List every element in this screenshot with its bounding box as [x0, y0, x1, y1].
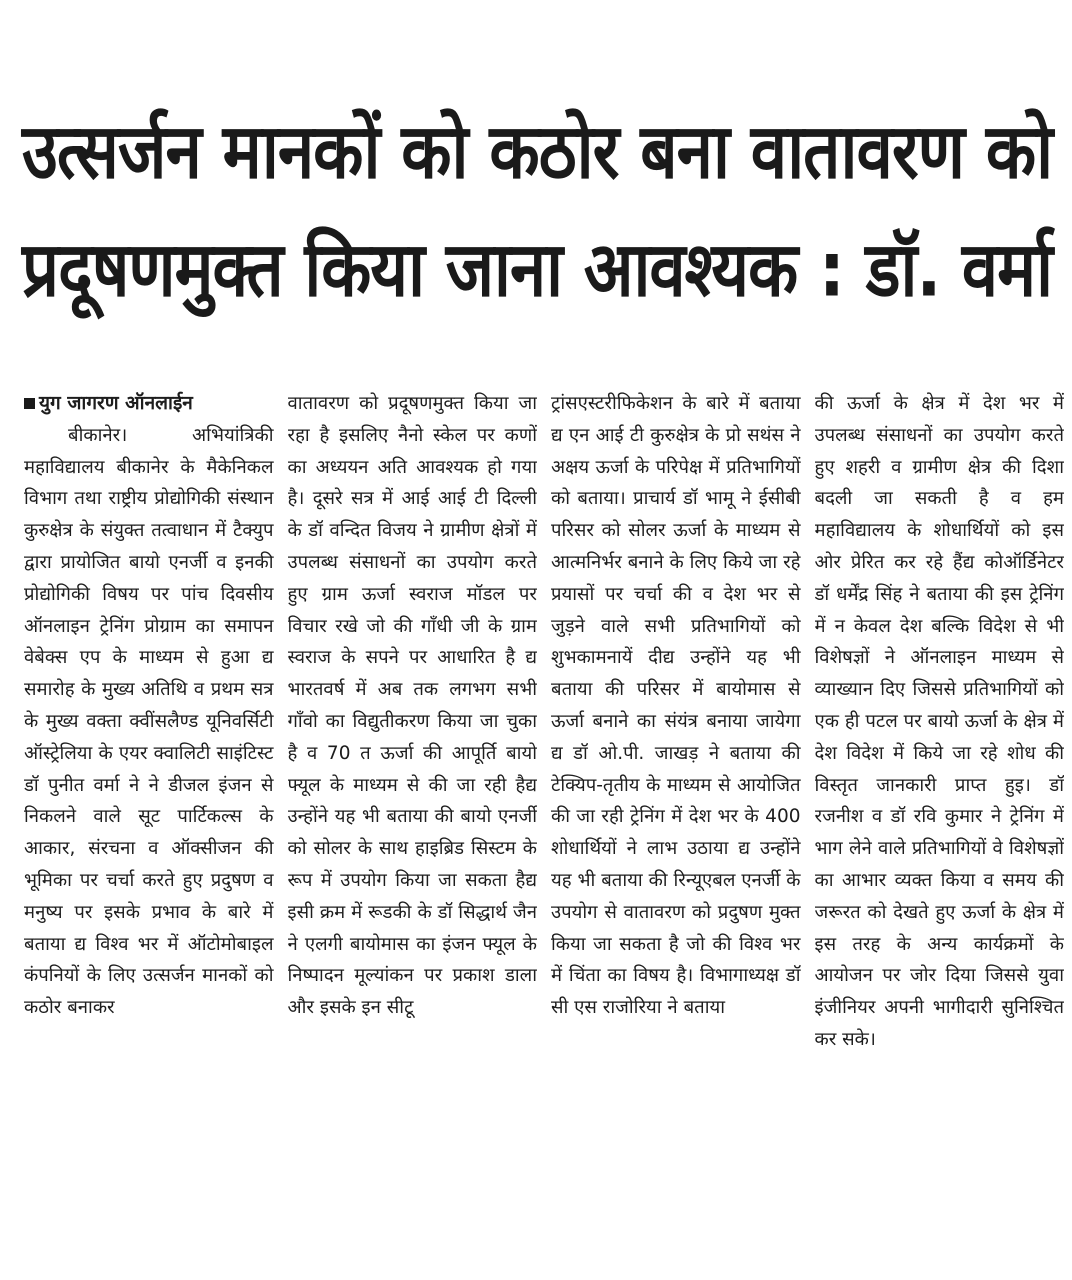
article-column-2	[288, 388, 538, 1148]
dateline: बीकानेर।	[68, 424, 128, 446]
headline	[22, 88, 1052, 318]
headline-line-2: प्रदूषणमुक्त किया जाना आवश्यक : डॉ. वर्मा	[22, 225, 1053, 315]
article-column-4	[815, 388, 1065, 1148]
article-column-1	[24, 388, 274, 1148]
article-column-3	[551, 388, 801, 1148]
article-text-column-1: अभियांत्रिकी महाविद्यालय बीकानेर के मैकेनिकल विभाग तथा राष्ट्रीय प्रोद्योगिकी संस्थान कुरुक्षेत्र के संयुक्त तत्वाधान में टैक्युप द्वारा प्रायोजित बायो एनर्जी व इनकी प्रोद्योगिकी विषय पर पांच दिवसीय ऑनलाइन ट्रेनिंग प्रोग्राम का समापन वेबेक्स एप के माध्यम से हुआ द्य समारोह के मुख्य अतिथि व प्रथम सत्र के मुख्य वक्ता क्वींसलैण्ड यूनिवर्सिटी ऑस्ट्रेलिया के एयर क्वालिटी साइंटिस्ट डॉ पुनीत वर्मा ने ने डीजल इंजन से निकलने वाले सूट पार्टिकल्स के आकार, संरचना व ऑक्सीजन की भूमिका पर चर्चा करते हुए प्रदुषण व मनुष्य पर इसके प्रभाव के बारे में बताया द्य विश्व भर में ऑटोमोबाइल कंपनियों के लिए उत्सर्जन मानकों को कठोर बनाकर	[24, 424, 274, 1019]
byline	[24, 388, 274, 420]
article-text-column-2: वातावरण को प्रदूषणमुक्त किया जा रहा है इसलिए नैनो स्केल पर कणों का अध्ययन अति आवश्यक हो गया है। दूसरे सत्र में आई आई टी दिल्ली के डॉ वन्दित विजय ने ग्रामीण क्षेत्रों में उपलब्ध संसाधनों का उपयोग करते हुए ग्राम ऊर्जा स्वराज मॉडल पर विचार रखे जो की गाँधी जी के ग्राम स्वराज के सपने पर आधारित है द्य भारतवर्ष में अब तक लगभग सभी गाँवो का विद्युतीकरण किया जा चुका है व 70 त ऊर्जा की आपूर्ति बायो फ्यूल के माध्यम से की जा रही हैद्य उन्होंने यह भी बताया की बायो एनर्जी को सोलर के साथ हाइब्रिड सिस्टम के रूप में उपयोग किया जा सकता हैद्य इसी क्रम में रूडकी के डॉ सिद्धार्थ जैन ने एलगी बायोमास का इंजन फ्यूल के निष्पादन मूल्यांकन पर प्रकाश डाला और इसके इन सीटू	[287, 393, 537, 1019]
article-text-column-4: की ऊर्जा के क्षेत्र में देश भर में उपलब्ध संसाधनों का उपयोग करते हुए शहरी व ग्रामीण क्षेत्र की दिशा बदली जा सकती है व हम महाविद्यालय के शोधार्थियों को इस ओर प्रेरित कर रहे हैंद्य कोऑर्डिनेटर डॉ धर्मेंद्र सिंह ने बताया की इस ट्रेनिंग में न केवल देश बल्कि विदेश से भी विशेषज्ञों ने ऑनलाइन माध्यम से व्याख्यान दिए जिससे प्रतिभागियों को एक ही पटल पर बायो ऊर्जा के क्षेत्र में देश विदेश में किये जा रहे शोध की विस्तृत जानकारी प्राप्त हुइ। डॉ रजनीश व डॉ रवि कुमार ने ट्रेनिंग में भाग लेने वाले प्रतिभागियों वे विशेषज्ञों का आभार व्यक्त किया व समय की जरूरत को देखते हुए ऊर्जा के क्षेत्र में इस तरह के अन्य कार्यक्रमों के आयोजन पर जोर दिया जिससे युवा इंजीनियर अपनी भागीदारी सुनिश्चित कर सके।	[814, 393, 1064, 1050]
byline-text: युग जागरण ऑनलाईन	[39, 392, 193, 414]
headline-line-1: उत्सर्जन मानकों को कठोर बना वातावरण को	[22, 107, 1053, 197]
bullet-square-icon	[24, 398, 35, 409]
article-columns	[24, 388, 1064, 1148]
article-text-column-3: ट्रांसएस्टरीफिकेशन के बारे में बताया द्य एन आई टी कुरुक्षेत्र के प्रो सथंस ने अक्षय ऊर्जा के परिपेक्ष में प्रतिभागियों को बताया। प्राचार्य डॉ भामू ने ईसीबी परिसर को सोलर ऊर्जा के माध्यम से आत्मनिर्भर बनाने के लिए किये जा रहे प्रयासों पर चर्चा की व देश भर से जुड़ने वाले सभी प्रतिभागियों को शुभकामनायें दीद्य उन्होंने यह भी बताया की परिसर में बायोमास से ऊर्जा बनाने का संयंत्र बनाया जायेगा द्य डॉ ओ.पी. जाखड़ ने बताया की टेक्यिप-तृतीय के माध्यम से आयोजित की जा रही ट्रेनिंग में देश भर के 400 शोधार्थियों ने लाभ उठाया द्य उन्होंने यह भी बताया की रिन्यूएबल एनर्जी के उपयोग से वातावरण को प्रदुषण मुक्त किया जा सकता है जो की विश्व भर में चिंता का विषय है। विभागाध्यक्ष डॉ सी एस राजोरिया ने बताया	[551, 393, 801, 1019]
